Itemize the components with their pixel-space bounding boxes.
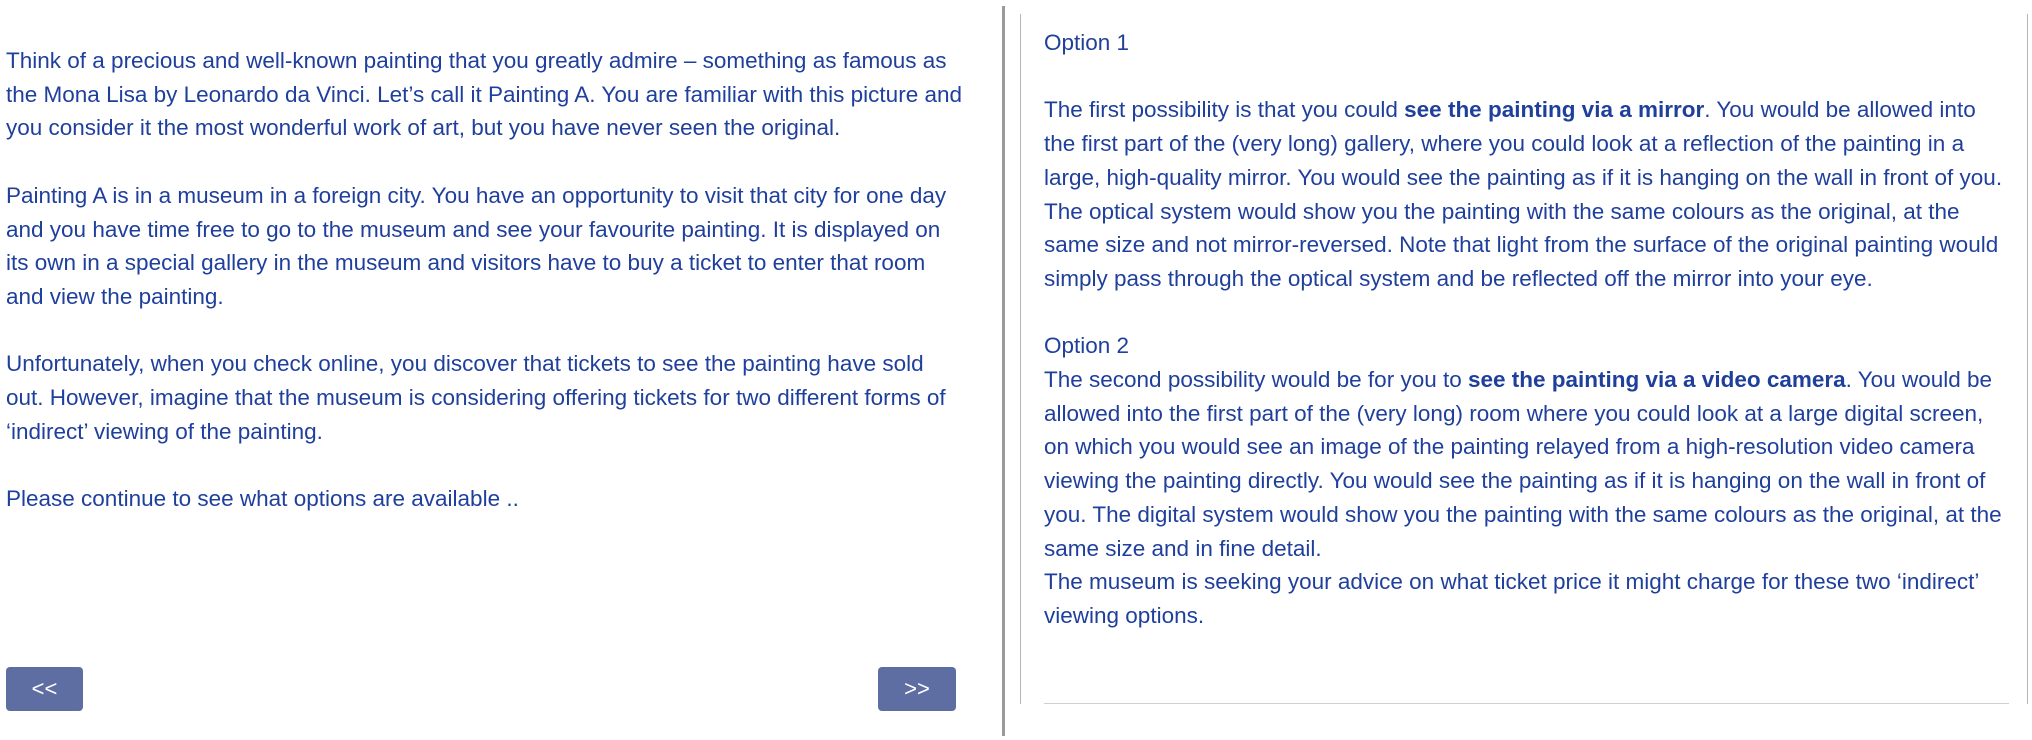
intro-paragraph-2: Painting A is in a museum in a foreign city. You have an opportunity to visit that city for one day and you have time free to go to the museum and see your favourite painting. It is displayed on its own in a special gallery in the museum and visitors have to buy a ticket to enter that room and view the painting. (6, 182, 947, 309)
option-1-intro: The first possibility is that you could (1044, 97, 1405, 123)
options-panel[interactable] (1020, 14, 2028, 704)
bottom-divider (1044, 703, 2009, 704)
previous-button[interactable]: << (6, 667, 83, 711)
option-2-intro: The second possibility would be for you to (1044, 367, 1468, 392)
intro-text (6, 44, 966, 549)
option-2-heading: Option 2 (1044, 333, 1130, 359)
option-2-bold: see the painting via a video camera (1467, 367, 1846, 392)
option-2-description (1044, 363, 2004, 565)
options-text (1044, 26, 2004, 633)
closing-text: The museum is seeking your advice on what ticket price it might charge for these two ‘indirect’ viewing options. (1044, 569, 1979, 628)
panel-divider (1002, 6, 1005, 736)
spacer (1044, 296, 2004, 330)
option-1-bold: see the painting via a mirror (1404, 97, 1705, 123)
intro-panel (0, 0, 1000, 740)
option-2-rest: . You would be allowed into the first part of the (very long) room where you could look at a large digital screen, on which you would see an image of the painting relayed from a high-resolution video camera viewing the painting directly. You would see the painting as if it is hanging on the wall in front of you. The digital system would show you the painting with the same colours as the original, at the same size and in fine detail. (1044, 367, 2002, 561)
intro-paragraph-3: Unfortunately, when you check online, you discover that tickets to see the painting have sold out. However, imagine that the museum is considering offering tickets for two different forms of ‘indirect’ viewing of the painting. (6, 351, 946, 444)
intro-paragraph-4: Please continue to see what options are available .. (6, 486, 519, 512)
option-1-rest: . You would be allowed into the first part of the (very long) gallery, where you could look at a reflection of the painting in a large, high-quality mirror. You would see the painting as if it is hanging on the wall in front of you. The optical system would show you the painting with the same colours as the original, at the same size and not mirror-reversed. Note that light from the surface of the original painting would simply pass through the optical system and be reflected off the mirror into your eye. (1044, 97, 2003, 291)
spacer (1044, 60, 2004, 94)
option-1-description (1044, 93, 2004, 295)
option-1-heading: Option 1 (1044, 30, 1130, 55)
intro-paragraph-1: Think of a precious and well-known painting that you greatly admire – something as famous as the Mona Lisa by Leonardo da Vinci. Let’s call it Painting A. You are familiar with this picture and you consider it the most wonderful work of art, but you have never seen the original. (6, 48, 962, 141)
next-button[interactable]: >> (878, 667, 956, 711)
